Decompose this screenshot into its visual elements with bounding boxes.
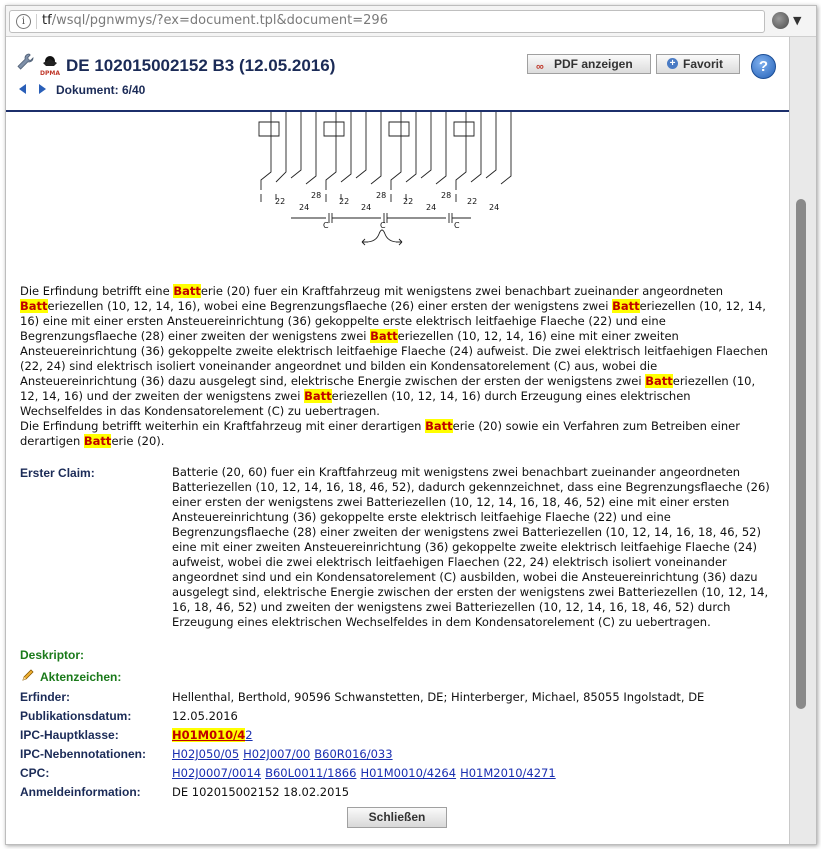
drawing-cell-3 bbox=[391, 112, 446, 190]
abstract-text-segment: eriezellen (10, 12, 14, 16) eine mit einer zweiten Ansteuereinrichtung (36) gekoppelte zweite elektrisch leitfaehige Flaeche (24) aufweist. Die zwei elektrisch leitfaehigen Flaechen (22, 24) sind elektrisch isoliert voneinander angeordnet und bilden ein Kondensatorelement (C) aus, wobei die Ansteuereinrichtung (36) dazu ausgelegt sind, elektrische Energie zwischen der ersten der wenigstens zwei bbox=[20, 329, 768, 388]
info-icon[interactable]: i bbox=[16, 14, 31, 29]
drawing-label: 24 bbox=[426, 203, 437, 212]
document-content bbox=[6, 112, 788, 802]
drawing-label: 22 bbox=[467, 197, 478, 206]
ipc-neben-link[interactable]: B60R016/033 bbox=[314, 747, 393, 761]
drawing-label: 28 bbox=[441, 191, 452, 200]
drawing-label: 24 bbox=[361, 203, 372, 212]
wrench-icon[interactable] bbox=[15, 52, 35, 72]
aktenzeichen-heading: Aktenzeichen: bbox=[40, 670, 122, 684]
chevron-down-icon: ▼ bbox=[793, 14, 802, 27]
drawing-label: C bbox=[454, 221, 460, 230]
drawing-label: 24 bbox=[299, 203, 310, 212]
search-highlight: Batt bbox=[20, 299, 48, 313]
account-icon bbox=[772, 12, 789, 29]
ipc-nebennotationen-label: IPC-Nebennotationen: bbox=[20, 747, 146, 761]
url-field[interactable] bbox=[9, 10, 765, 33]
cpc-label: CPC: bbox=[20, 766, 50, 780]
cpc-link[interactable]: H01M2010/4271 bbox=[460, 766, 556, 780]
anmeldeinformation-value: DE 102015002152 18.02.2015 bbox=[172, 785, 350, 799]
abstract-text-segment: eriezellen (10, 12, 14, 16) eine mit einer ersten Ansteuereinrichtung (36) gekoppelte erste elektrisch leitfaehige Flaeche (22) und eine Begrenzungsflaeche (28) einer zweiten der wenigstens zwei bbox=[20, 299, 766, 343]
cpc-link[interactable]: B60L0011/1866 bbox=[265, 766, 357, 780]
pulse-symbol bbox=[366, 230, 398, 242]
address-bar bbox=[6, 6, 816, 37]
document-counter: Dokument: 6/40 bbox=[56, 83, 146, 97]
search-highlight: Batt bbox=[645, 374, 673, 388]
search-highlight: Batt bbox=[173, 284, 201, 298]
drawing-label: 28 bbox=[376, 191, 387, 200]
dpma-eagle-icon bbox=[39, 55, 61, 77]
drawing-label: C bbox=[323, 221, 329, 230]
abstract-text-segment: Die Erfindung betrifft weiterhin ein Kraftfahrzeug mit einer derartigen bbox=[20, 419, 426, 433]
publikationsdatum-label: Publikationsdatum: bbox=[20, 709, 132, 723]
ipc-hauptklasse-value bbox=[172, 728, 257, 742]
abstract-text-segment: eriezellen (10, 12, 14, 16), wobei eine Begrenzungsflaeche (26) einer ersten der wenigstens zwei bbox=[47, 299, 613, 313]
drawing-label: 22 bbox=[275, 197, 286, 206]
scrollbar-thumb[interactable] bbox=[796, 199, 806, 709]
drawing-label: C bbox=[380, 221, 386, 230]
pdf-button-label: PDF anzeigen bbox=[554, 57, 633, 71]
ipc-neben-link[interactable]: H02J050/05 bbox=[172, 747, 240, 761]
browser-window bbox=[5, 5, 817, 845]
vertical-scrollbar[interactable] bbox=[789, 37, 817, 844]
abstract-paragraph-2 bbox=[20, 419, 775, 449]
abstract-text-segment: eriezellen (10, 12, 14, 16) und der zweiten der wenigstens zwei bbox=[20, 374, 756, 403]
favorit-button-label: Favorit bbox=[683, 57, 724, 71]
ipc-neben-link[interactable]: H02J007/00 bbox=[243, 747, 311, 761]
drawing-cell-4 bbox=[456, 112, 511, 190]
abstract-text bbox=[20, 284, 775, 449]
drawing-label: 22 bbox=[403, 197, 414, 206]
ipc-hauptklasse-link-tail[interactable]: 2 bbox=[245, 728, 253, 742]
search-highlight: Batt bbox=[83, 434, 112, 448]
pdf-icon: ∞ bbox=[536, 61, 544, 73]
page-title: DE 102015002152 B3 (12.05.2016) bbox=[66, 56, 336, 75]
drawing-boxes bbox=[259, 122, 474, 136]
search-highlight: Batt bbox=[370, 329, 398, 343]
cpc-link[interactable]: H02J0007/0014 bbox=[172, 766, 262, 780]
search-highlight: Batt bbox=[425, 419, 453, 433]
claim-text: Batterie (20, 60) fuer ein Kraftfahrzeug mit wenigstens zwei benachbart zueinander angeordneten Batteriezellen (10, 12, 14, 16, 18, 46, 52), dadurch gekennzeichnet, dass eine Begrenzungsflaeche (26) einer ersten der wenigstens zwei Batteriezellen (10, 12, 14, 16, 18, 46, 52) eine mit einer ersten Ansteuereinrichtung (36) gekoppelte erste elektrisch leitfaehige Flaeche (22) und eine Begrenzungsflaeche (28) einer zweiten der wenigstens zwei Batteriezellen (10, 12, 14, 16, 18, 46, 52) eine mit einer zweiten Ansteuereinrichtung (36) gekoppelte zweite elektrisch leitfaehige Flaeche (24) aufweist, wobei die zwei elektrisch leitfaehigen Flaechen (22, 24) elektrisch isoliert voneinander angeordnet sind und ein Kondensatorelement (C) ausbilden, wobei die Ansteuereinrichtung (36) dazu ausgelegt sind, elektrische Energie zwischen der ersten der wenigstens zwei Batteriezellen (10, 12, 14, 16, 18, 46, 52) und zweiten der wenigstens zwei Batteriezellen (10, 12, 14, 16, 18, 46, 52) durch Erzeugung eines elektrischen Wechselfeldes in dem Kondensatorelement (C) zu uebertragen. bbox=[172, 465, 770, 629]
ipc-hauptklasse-link[interactable]: H01M010/4 bbox=[172, 728, 246, 742]
drawing-cell-2 bbox=[326, 112, 381, 190]
dialog-footer bbox=[6, 802, 788, 844]
anmeldeinformation-label: Anmeldeinformation: bbox=[20, 785, 141, 799]
erfinder-value: Hellenthal, Berthold, 90596 Schwanstetten, DE; Hinterberger, Michael, 85055 Ingolstadt, DE bbox=[172, 690, 705, 704]
drawing-cell-1 bbox=[261, 112, 316, 190]
claim-label: Erster Claim: bbox=[20, 466, 95, 480]
url-separator bbox=[36, 14, 37, 29]
help-icon[interactable]: ? bbox=[751, 54, 776, 79]
pencil-icon[interactable] bbox=[21, 668, 35, 682]
document-header bbox=[6, 37, 789, 112]
previous-document-arrow-icon[interactable] bbox=[19, 84, 26, 94]
favorit-button[interactable] bbox=[656, 54, 740, 74]
next-document-arrow-icon[interactable] bbox=[39, 84, 46, 94]
schliessen-button[interactable]: Schließen bbox=[347, 807, 447, 828]
url-path: /wsql/pgnwmys/?ex=document.tpl&document=296 bbox=[51, 13, 388, 28]
cpc-value bbox=[172, 766, 560, 780]
abstract-text-segment: erie (20) sowie ein Verfahren zum Betreiben einer derartigen bbox=[20, 419, 740, 448]
deskriptor-heading: Deskriptor: bbox=[20, 648, 85, 662]
drawing-label: 24 bbox=[489, 203, 500, 212]
patent-drawing bbox=[231, 112, 531, 252]
pdf-anzeigen-button[interactable] bbox=[527, 54, 651, 74]
search-highlight: Batt bbox=[612, 299, 640, 313]
pulse-arrows bbox=[362, 239, 402, 245]
add-favorite-icon: + bbox=[667, 58, 678, 69]
abstract-text-segment: Die Erfindung betrifft eine bbox=[20, 284, 174, 298]
ipc-hauptklasse-label: IPC-Hauptklasse: bbox=[20, 728, 119, 742]
cpc-link[interactable]: H01M0010/4264 bbox=[360, 766, 457, 780]
drawing-label: 28 bbox=[311, 191, 322, 200]
erfinder-label: Erfinder: bbox=[20, 690, 71, 704]
abstract-paragraph-1 bbox=[20, 284, 775, 419]
ipc-nebennotationen-value bbox=[172, 747, 397, 761]
drawing-leads bbox=[261, 194, 456, 202]
drawing-label: 22 bbox=[339, 197, 350, 206]
url-text[interactable] bbox=[42, 13, 388, 28]
abstract-text-segment: erie (20). bbox=[111, 434, 165, 448]
url-host: tf bbox=[42, 13, 52, 28]
abstract-text-segment: eriezellen (10, 12, 14, 16) durch Erzeugung eines elektrischen Wechselfeldes in das Kondensatorelement (C) zu uebertragen. bbox=[20, 389, 691, 418]
search-highlight: Batt bbox=[304, 389, 332, 403]
abstract-text-segment: erie (20) fuer ein Kraftfahrzeug mit wenigstens zwei benachbart zueinander angeordneten bbox=[200, 284, 724, 298]
account-menu[interactable] bbox=[772, 12, 806, 31]
dpma-label: DPMA bbox=[40, 70, 60, 77]
publikationsdatum-value: 12.05.2016 bbox=[172, 709, 238, 723]
